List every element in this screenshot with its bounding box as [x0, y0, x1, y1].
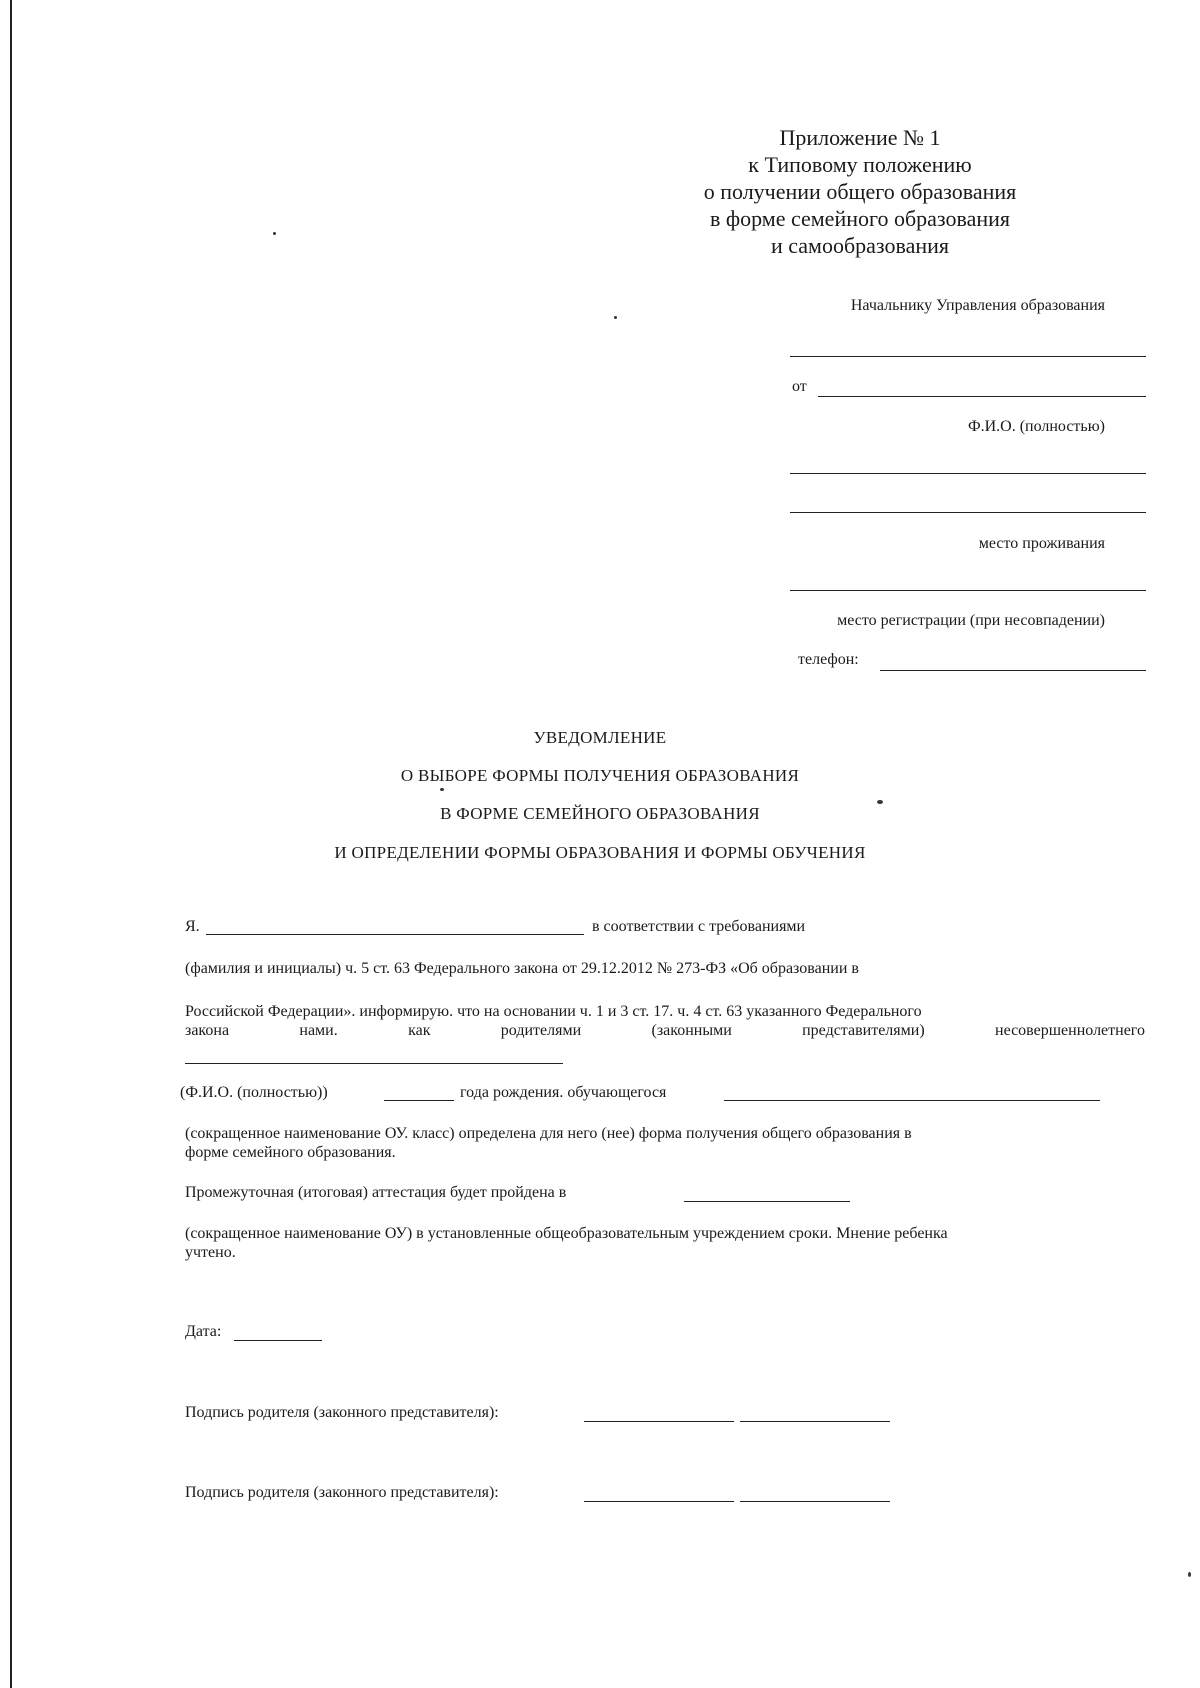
scan-speck	[440, 788, 444, 791]
phone-blank-line	[880, 670, 1146, 671]
paragraph-2-word: представителями)	[802, 1022, 925, 1039]
i-label: Я.	[185, 918, 200, 935]
minor-name-blank-line	[185, 1063, 563, 1064]
notice-subtitle-2: В ФОРМЕ СЕМЕЙНОГО ОБРАЗОВАНИЯ	[440, 804, 760, 823]
appendix-heading	[620, 124, 1100, 259]
fio-caption: Ф.И.О. (полностью)	[967, 418, 1105, 435]
notice-subtitle-3: И ОПРЕДЕЛЕНИИ ФОРМЫ ОБРАЗОВАНИЯ И ФОРМЫ ОБУЧЕНИЯ	[334, 843, 866, 862]
phone-label: телефон:	[798, 651, 859, 668]
fio-full-label: (Ф.И.О. (полностью))	[180, 1084, 328, 1101]
addressee-blank-line	[790, 356, 1146, 357]
paragraph-4-line-2: учтено.	[185, 1244, 236, 1261]
birth-year-blank-line	[384, 1100, 454, 1101]
paragraph-2-line-2	[185, 1021, 1145, 1040]
paragraph-3	[185, 1124, 1145, 1162]
paragraph-2-word: закона	[185, 1022, 230, 1039]
paragraph-3-line-2: форме семейного образования.	[185, 1144, 396, 1161]
attestation-label: Промежуточная (итоговая) аттестация будет пройдена в	[185, 1184, 567, 1201]
signature-2-label: Подпись родителя (законного представителя):	[185, 1484, 499, 1501]
paragraph-2-word: родителями	[500, 1022, 582, 1039]
school-blank-line	[724, 1100, 1100, 1101]
from-blank-line	[818, 396, 1146, 397]
date-blank-line	[234, 1340, 322, 1341]
fio-blank-line-1	[790, 473, 1146, 474]
attestation-blank-line	[684, 1201, 850, 1202]
from-label: от	[792, 378, 807, 395]
birth-year-label: года рождения. обучающегося	[460, 1084, 667, 1101]
paragraph-2	[185, 1002, 1145, 1040]
scan-speck	[614, 316, 617, 319]
paragraph-2-word: как	[408, 1022, 431, 1039]
addressee-to: Начальнику Управления образования	[850, 297, 1105, 314]
signature-2-blank-line	[584, 1501, 734, 1502]
appendix-line-3: о получении общего образования	[703, 179, 1017, 204]
appendix-line-4: в форме семейного образования	[709, 206, 1011, 231]
signature-1-name-blank-line	[740, 1421, 890, 1422]
signature-1-blank-line	[584, 1421, 734, 1422]
paragraph-2-word: несовершеннолетнего	[995, 1022, 1145, 1039]
signature-1-label: Подпись родителя (законного представителя):	[185, 1404, 499, 1421]
residence-blank-line	[790, 590, 1146, 591]
per-requirements: в соответствии с требованиями	[592, 918, 806, 935]
paragraph-1: (фамилия и инициалы) ч. 5 ст. 63 Федерального закона от 29.12.2012 № 273-ФЗ «Об образовании в	[185, 960, 859, 977]
paragraph-4-line-1: (сокращенное наименование ОУ) в установленные общеобразовательным учреждением сроки. Мнение ребенка	[185, 1225, 948, 1242]
date-label: Дата:	[185, 1323, 222, 1340]
registration-caption: место регистрации (при несовпадении)	[837, 612, 1105, 629]
residence-caption: место проживания	[978, 535, 1105, 552]
paragraph-3-line-1: (сокращенное наименование ОУ. класс) определена для него (нее) форма получения общего образования в	[185, 1125, 912, 1142]
scan-speck	[1188, 1572, 1191, 1577]
paragraph-2-word: (законными	[651, 1022, 732, 1039]
scan-speck	[877, 800, 883, 804]
notice-title: УВЕДОМЛЕНИЕ	[533, 728, 667, 747]
signature-2-name-blank-line	[740, 1501, 890, 1502]
appendix-line-5: и самообразования	[770, 233, 950, 258]
scan-speck	[273, 232, 276, 235]
appendix-line-2: к Типовому положению	[748, 152, 972, 177]
appendix-line-1: Приложение № 1	[779, 125, 941, 150]
paragraph-2-word: нами.	[299, 1022, 338, 1039]
name-blank-line	[206, 934, 584, 935]
fio-blank-line-2	[790, 512, 1146, 513]
paragraph-4	[185, 1224, 1145, 1262]
paragraph-2-line-1: Российской Федерации». информирую. что на основании ч. 1 и 3 ст. 17. ч. 4 ст. 63 указанного Федерального	[185, 1003, 922, 1020]
notice-subtitle-1: О ВЫБОРЕ ФОРМЫ ПОЛУЧЕНИЯ ОБРАЗОВАНИЯ	[400, 766, 800, 785]
